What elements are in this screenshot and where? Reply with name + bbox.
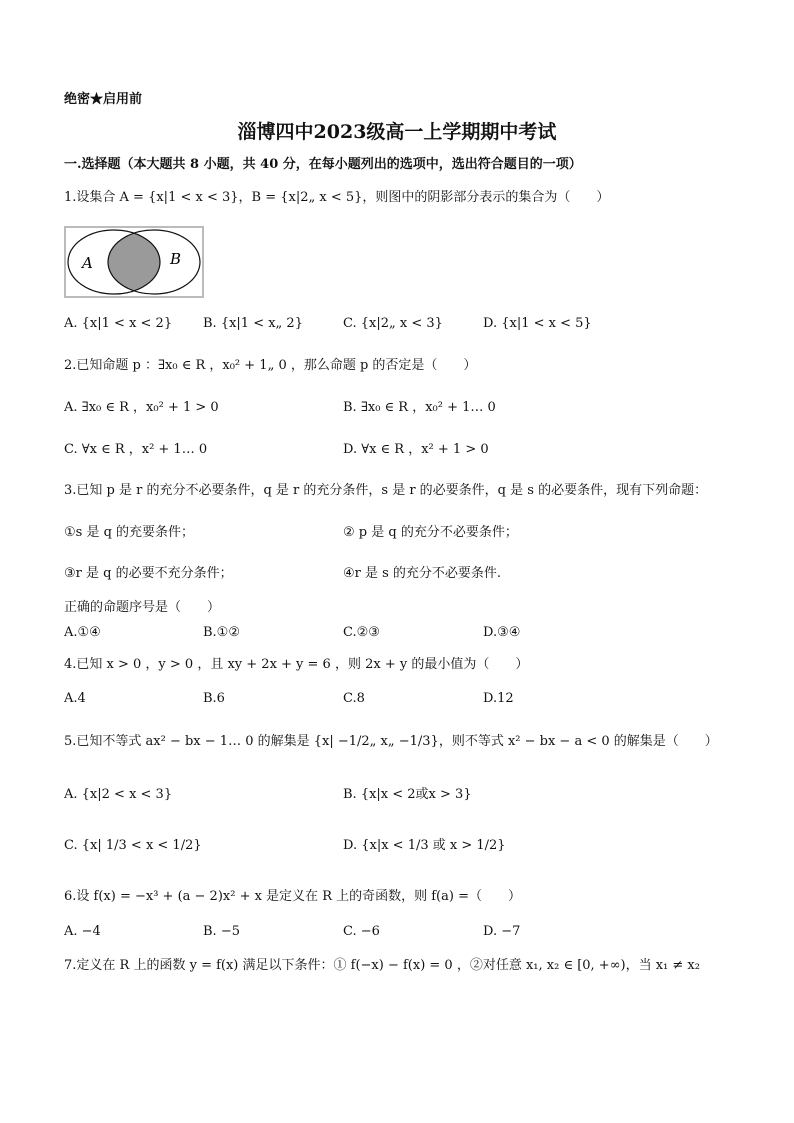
question-3-stem: 3.已知 p 是 r 的充分不必要条件，q 是 r 的充分条件，s 是 r 的必要条件，q 是 s 的必要条件，现有下列命题： <box>64 483 708 498</box>
question-4-stem: 4.已知 x > 0 ，y > 0 ，且 xy + 2x + y = 6 ，则 2x + y 的最小值为（ ） <box>64 657 529 672</box>
q6-option-c: C. −6 <box>343 924 380 939</box>
q2-option-d: D. ∀x ∈ R ，x² + 1 > 0 <box>343 442 489 457</box>
q3-proposition-4: ④r 是 s 的充分不必要条件. <box>343 566 502 581</box>
q5-option-d: D. {x|x < 1/3 或 x > 1/2} <box>343 838 506 853</box>
q6-option-a: A. −4 <box>64 924 101 939</box>
question-2-stem: 2.已知命题 p ：∃x₀ ∈ R ，x₀² + 1„ 0 ，那么命题 p 的否定是（ ） <box>64 358 477 373</box>
q5-option-b: B. {x|x < 2或x > 3} <box>343 787 472 802</box>
q3-option-d: D.③④ <box>483 625 521 640</box>
venn-label-b: B <box>170 250 182 268</box>
q3-proposition-1: ①s 是 q 的充要条件； <box>64 525 195 540</box>
section-heading: 一.选择题（本大题共 8 小题，共 40 分，在每小题列出的选项中，选出符合题目的一项） <box>64 157 582 172</box>
q1-option-a: A. {x|1 < x < 2} <box>64 316 173 331</box>
q3-proposition-3: ③r 是 q 的必要不充分条件； <box>64 566 233 581</box>
q2-option-b: B. ∃x₀ ∈ R ，x₀² + 1… 0 <box>343 400 496 415</box>
q6-option-d: D. −7 <box>483 924 521 939</box>
venn-label-a: A <box>82 254 93 272</box>
q3-proposition-2: ② p 是 q 的充分不必要条件； <box>343 525 518 540</box>
q5-option-c: C. {x| 1/3 < x < 1/2} <box>64 838 202 853</box>
q2-option-c: C. ∀x ∈ R ，x² + 1… 0 <box>64 442 208 457</box>
confidential-mark: 绝密★启用前 <box>64 92 143 107</box>
q1-option-c: C. {x|2„ x < 3} <box>343 316 443 331</box>
question-6-stem: 6.设 f(x) = −x³ + (a − 2)x² + x 是定义在 R 上的奇函数，则 f(a) =（ ） <box>64 889 521 904</box>
q2-option-a: A. ∃x₀ ∈ R ，x₀² + 1 > 0 <box>64 400 219 415</box>
q1-option-b: B. {x|1 < x„ 2} <box>203 316 303 331</box>
question-1-stem: 1.设集合 A = {x|1 < x < 3}，B = {x|2„ x < 5}，则图中的阴影部分表示的集合为（ ） <box>64 190 610 205</box>
q3-ask: 正确的命题序号是（ ） <box>64 600 221 615</box>
q4-option-b: B.6 <box>203 691 225 706</box>
question-7-stem: 7.定义在 R 上的函数 y = f(x) 满足以下条件：① f(−x) − f(x) = 0 ，②对任意 x₁, x₂ ∈ [0, +∞)，当 x₁ ≠ x₂ <box>64 958 700 973</box>
q1-option-d: D. {x|1 < x < 5} <box>483 316 592 331</box>
q4-option-d: D.12 <box>483 691 514 706</box>
question-5-stem: 5.已知不等式 ax² − bx − 1… 0 的解集是 {x| −1/2„ x„ −1/3}，则不等式 x² − bx − a < 0 的解集是（ ） <box>64 734 718 749</box>
q3-option-b: B.①② <box>203 625 240 640</box>
exam-title: 淄博四中2023级高一上学期期中考试 <box>237 121 557 143</box>
q4-option-c: C.8 <box>343 691 365 706</box>
q4-option-a: A.4 <box>64 691 86 706</box>
q3-option-a: A.①④ <box>64 625 101 640</box>
q3-option-c: C.②③ <box>343 625 380 640</box>
venn-diagram <box>64 226 204 298</box>
q6-option-b: B. −5 <box>203 924 240 939</box>
q5-option-a: A. {x|2 < x < 3} <box>64 787 173 802</box>
venn-diagram-svg <box>64 226 204 298</box>
